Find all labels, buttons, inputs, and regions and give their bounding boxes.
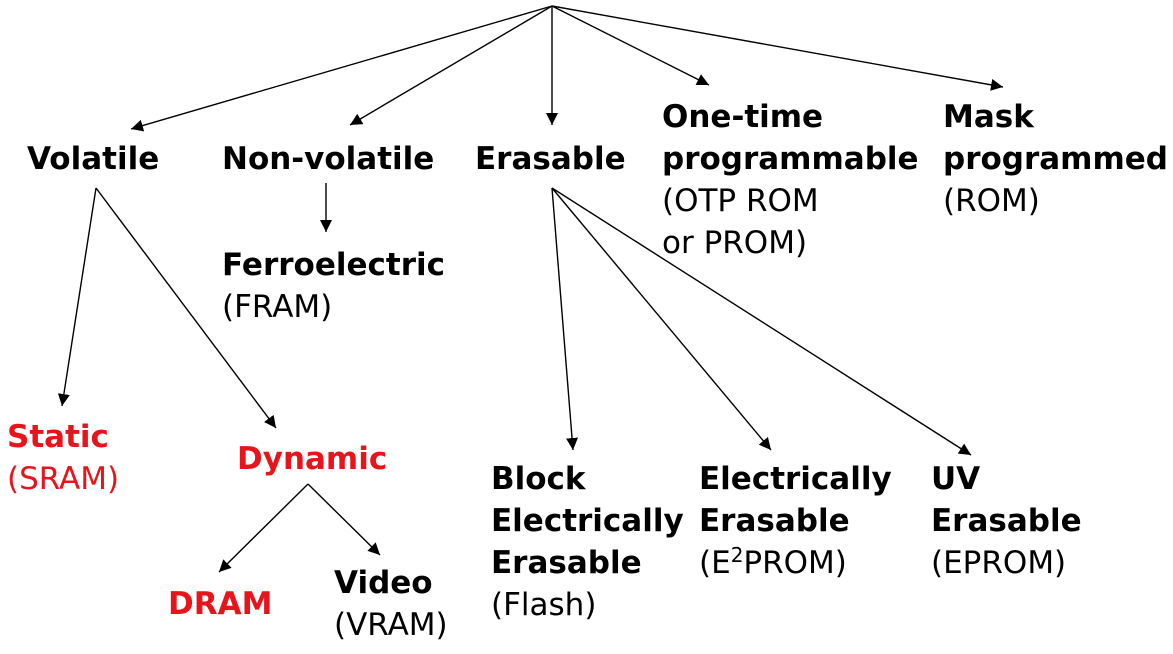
node-eeprom-sub-prefix: (E <box>699 545 731 581</box>
edge-dynamic-dram <box>219 484 308 572</box>
node-nonvolatile-title: Non-volatile <box>222 141 435 177</box>
edge-root-volatile <box>131 6 552 129</box>
node-erasable <box>475 138 626 180</box>
node-mask-title-1: Mask <box>943 99 1034 135</box>
node-block-title-1: Block <box>491 461 586 497</box>
node-block-title-2: Electrically <box>491 503 684 539</box>
node-uv-sub: (EPROM) <box>931 545 1067 581</box>
node-static-sub: (SRAM) <box>7 461 120 497</box>
node-video-sub: (VRAM) <box>334 607 448 643</box>
node-mask-sub: (ROM) <box>943 183 1040 219</box>
edge-erasable-block <box>552 188 573 450</box>
node-dram-title: DRAM <box>168 586 273 622</box>
node-volatile-title: Volatile <box>27 141 160 177</box>
node-otp-title-2: programmable <box>662 141 919 177</box>
node-dynamic <box>237 438 387 480</box>
node-eeprom-title-2: Erasable <box>699 503 850 539</box>
node-volatile <box>27 138 159 180</box>
edge-root-otp <box>552 6 709 85</box>
edge-root-mask <box>552 6 1003 87</box>
node-uv-title-2: Erasable <box>931 503 1082 539</box>
node-otp <box>662 96 919 264</box>
node-eeprom-sub-suffix: PROM) <box>743 545 847 581</box>
node-block-title-3: Erasable <box>491 545 642 581</box>
node-mask-title-2: programmed <box>943 141 1168 177</box>
node-otp-title-1: One-time <box>662 99 824 135</box>
node-otp-sub-1: (OTP ROM <box>662 183 819 219</box>
node-video-title: Video <box>334 565 433 601</box>
edge-volatile-static <box>62 188 96 406</box>
node-ferroelectric-title: Ferroelectric <box>222 247 445 283</box>
node-uv-title-1: UV <box>931 461 981 497</box>
node-electrically-erasable <box>699 458 892 584</box>
node-dynamic-title: Dynamic <box>237 441 388 477</box>
node-nonvolatile <box>222 138 434 180</box>
node-block-sub: (Flash) <box>491 587 597 623</box>
node-block-erasable <box>491 458 684 626</box>
edge-root-nonvolatile <box>350 6 552 125</box>
node-eeprom-title-1: Electrically <box>699 461 892 497</box>
node-mask <box>943 96 1168 222</box>
node-otp-sub-2: or PROM) <box>662 225 808 261</box>
node-eeprom-sub <box>699 542 892 584</box>
node-uv-erasable <box>931 458 1082 584</box>
node-erasable-title: Erasable <box>475 141 626 177</box>
node-ferroelectric <box>222 244 445 328</box>
node-static-title: Static <box>7 419 109 455</box>
node-video <box>334 562 448 646</box>
node-dram <box>168 583 272 625</box>
node-ferroelectric-sub: (FRAM) <box>222 289 333 325</box>
edge-dynamic-video <box>308 484 380 555</box>
node-static <box>7 416 119 500</box>
node-eeprom-sub-sup: 2 <box>730 543 744 567</box>
